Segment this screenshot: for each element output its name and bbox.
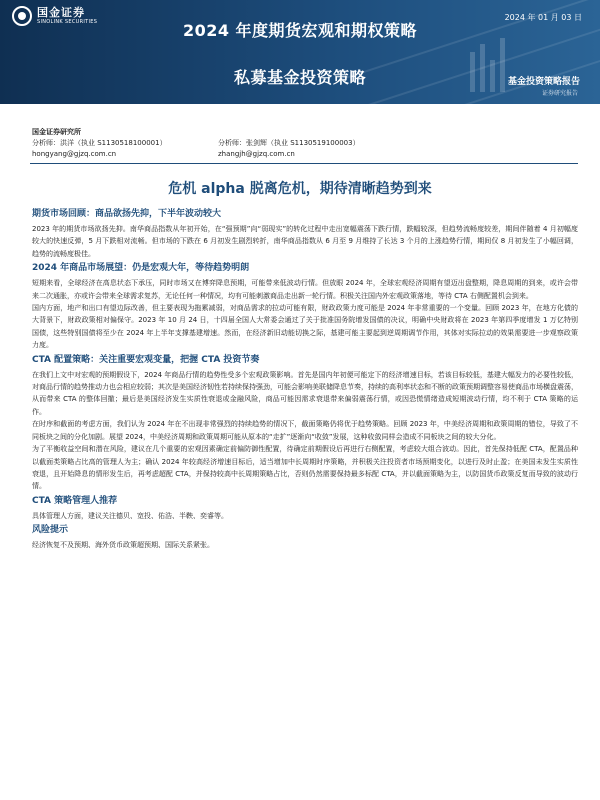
paragraph: 短期来看，全球经济在高息状态下承压，同时市场又在博弈降息预期，可能带来低波动行情。但放眼 2024 年，全球宏观经济周期有望迈出盘整期，降息周期的到来，或许会带来二次通胀，亦或许会带来全球需求复苏，无论任何一种情况，均有可能刺激商品走出新一轮行情。积极关注国内外宏观政策落地，等待 CTA 右侧配置机会到来。 xyxy=(32,279,578,300)
main-title: 危机 alpha 脱离危机，期待清晰趋势到来 xyxy=(168,181,432,197)
logo-name: 国金证券 xyxy=(37,5,85,19)
analyst-2-email[interactable]: zhangjh@gjzq.com.cn xyxy=(218,150,295,158)
paragraph: 为了平衡收益空间和潜在风险，建议在几个重要的宏观因素确定前偏防御性配置，待确定前期假设后再进行右侧配置，考虑较大组合波动。因此，首先保持低配 CTA，配置品种以截面类策略占比高的管理人为主；确认 2024 年较高经济增速目标后，适当增加中长周期时序策略，并积极关注投资者市场预期变化，以进行及时止盈；在美国未发生实质性衰退，且开始降息的情形发生后，再考虑超配 CTA，并保持较高中长周期策略占比，否则仍然需要保持最多标配 CTA，并以截面策略为主，以防国货币政策反复而导致的波动行情。 xyxy=(32,445,578,491)
report-body xyxy=(32,206,578,552)
section-heading: CTA 策略管理人推荐 xyxy=(32,495,118,506)
report-title-line1: 2024 年度期货宏观和期权策略 xyxy=(182,21,418,40)
report-title-line2: 私募基金投资策略 xyxy=(233,68,366,87)
research-org: 国金证券研究所 xyxy=(32,128,81,136)
analyst-1: 分析师：洪洋（执业 S1130518100001） xyxy=(32,139,167,147)
logo-english-name: SINOLINK SECURITIES xyxy=(37,18,98,25)
report-subtype: 证券研究报告 xyxy=(541,90,578,97)
report-type: 基金投资策略报告 xyxy=(507,77,580,87)
paragraph: 国内方面，地产和出口有望边际改善，但主要表现为拖累减弱，对商品需求的拉动可能有限，财政政策力度可能是 2024 年非常重要的一个变量。回顾 2023 年，在地方化债的大背景下，财政政策相对偏保守。2023 年 10 月 24 日，十四届全国人大常委会通过了关于批准国务院增发国债的决议，明确中央财政将在 2023 年第四季度增发 1 万亿特别国债，这些特别国债将至少在 2024 年上半年支撑基建增速。然而，在经济新旧动能切换之际，基建可能主要起到逆周期调节作用，其体对实际拉动的效果需要进一步观察政策力度。 xyxy=(32,304,578,350)
paragraph: 经济恢复不及预期、海外货币政策超预期、国际关系紧张。 xyxy=(32,541,214,550)
section-heading: 风险提示 xyxy=(32,525,69,536)
section-heading: CTA 配置策略：关注重要宏观变量，把握 CTA 投资节奏 xyxy=(32,354,260,365)
header-banner xyxy=(0,0,600,104)
paragraph: 在我们上文中对宏观的预期假设下，2024 年商品行情的趋势性受多个宏观政策影响。首先是国内年初便可能定下的经济增速目标，若该目标较低，基建大幅发力的必要性较低，对商品行情的趋势推动力也会相应较弱；其次是美国经济韧性若持续保持强劲，可能会影响美联储降息节奏，持续的高利率状态和不断的政策预期调整容易使商品市场横盘震荡，从而带来 CTA 的整体回撤；最后是美国经济发生实质性衰退或金融风险，商品可能因需求衰退带来偏弱震荡行情，或因恐慌情绪造成短期波动行情，均不利于 CTA 策略的运作。 xyxy=(32,370,578,416)
divider xyxy=(30,163,578,164)
paragraph: 在时序和截面的考虑方面，我们认为 2024 年在不出现非常强烈的持续趋势的情况下，截面策略仍将优于趋势策略。回顾 2023 年，中美经济周期和政策周期的错位，导致了不同板块之间的分化加剧。展望 2024，中美经济周期和政策周期可能从原本的“走扩”逐渐向“收敛”发展，这种收敛同样会造成不同板块之间的较大分化。 xyxy=(32,420,578,441)
analyst-1-email[interactable]: hongyang@gjzq.com.cn xyxy=(32,150,117,158)
section-heading: 2024 年商品市场展望：仍是宏观大年，等待趋势明朗 xyxy=(32,263,250,274)
report-date: 2024 年 01 月 03 日 xyxy=(504,13,582,22)
paragraph: 2023 年的期货市场欲扬先抑。南华商品指数从年初开始，在“强预期”向“弱现实”的转化过程中走出宽幅震荡下跌行情，跌幅较深，但趋势流畅度较差，期间伴随着 4 月初幅度较大的快速反弹，5 月下跌相对流畅。但市场的下跌在 6 月初发生剧烈转折，南华商品指数从 6 月至 9 月维持了长达 3 个月的上涨趋势行情，期间仅 8 月初发生了小幅回调，趋势的流畅度极佳。 xyxy=(32,225,578,258)
paragraph: 具体管理人方面，建议关注德贝、宽投、佑浩、半鞅、奕睿等。 xyxy=(32,511,228,520)
section-heading: 期货市场回顾：商品欲扬先抑，下半年波动较大 xyxy=(32,209,222,219)
analyst-2: 分析师：张剑辉（执业 S1130519100003） xyxy=(218,139,360,147)
